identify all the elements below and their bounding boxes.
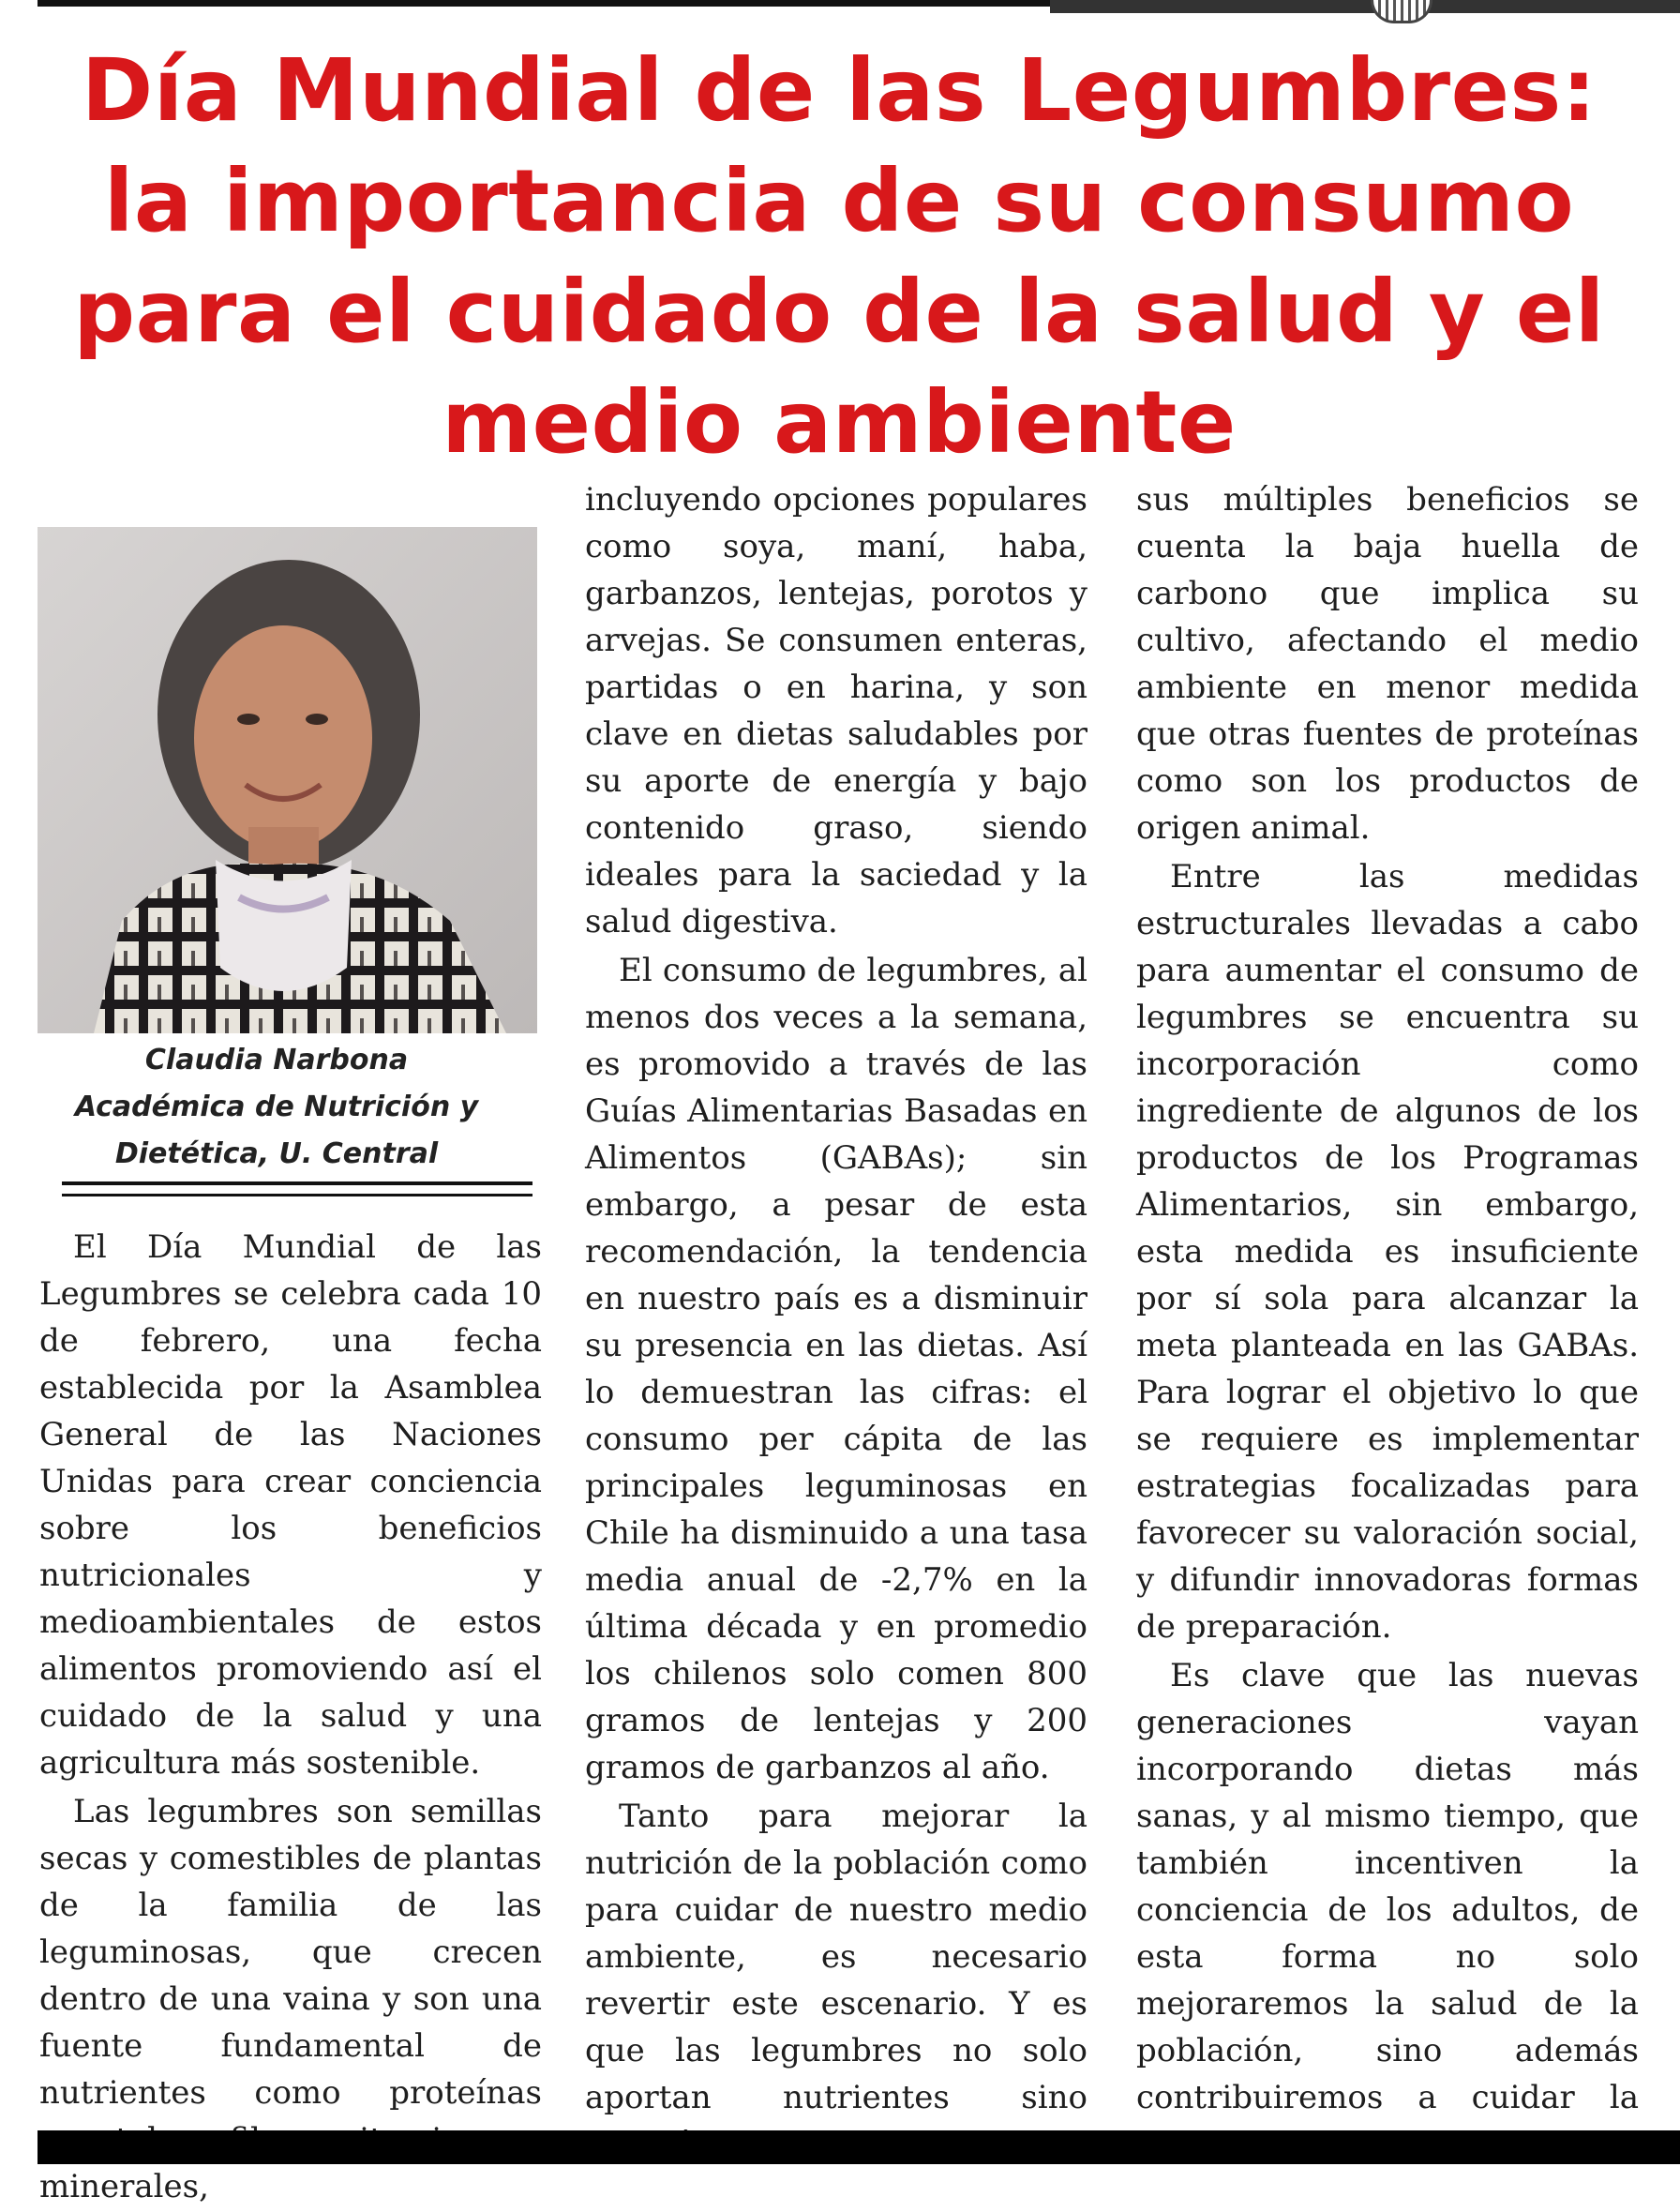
- paragraph: incluyendo opciones populares como soya, maní, haba, garbanzos, lentejas, porotos y arvejas. Se consumen enteras, partidas o en harina, y son clave en dietas saludables por su aporte de energía y bajo contenido graso, siendo ideales para la saciedad y la salud digestiva.: [585, 481, 1088, 940]
- bottom-bar: [38, 2130, 1680, 2164]
- paragraph: sus múltiples beneficios se cuenta la baja huella de carbono que implica su cultivo, afectando el medio ambiente en menor medida que otras fuentes de proteínas como son los productos de origen animal.: [1136, 481, 1639, 847]
- top-rule-bar: [1050, 0, 1680, 13]
- paragraph: El consumo de legumbres, al menos dos veces a la semana, es promovido a través de las Guías Alimentarias Basadas en Alimentos (GABAs); sin embargo, a pesar de esta recomendación, la tendencia en nuestro país es a disminuir su presencia en las dietas. Así lo demuestran las cifras: el consumo per cápita de las principales leguminosas en Chile ha disminuido a una tasa media anual de -2,7% en la última década y en promedio los chilenos solo comen 800 gramos de lentejas y 200 gramos de garbanzos al año.: [585, 952, 1088, 1786]
- article-headline: Día Mundial de las Legumbres: la importancia de su consumo para el cuidado de la salud y el medio ambiente: [73, 40, 1605, 473]
- top-rule: [38, 0, 1050, 7]
- author-photo: [38, 527, 537, 1033]
- article-column-2: [585, 476, 1088, 2170]
- author-title-line1: Académica de Nutrición y: [74, 1091, 479, 1123]
- author-name: Claudia Narbona: [144, 1044, 409, 1076]
- paragraph: Entre las medidas estructurales llevadas a cabo para aumentar el consumo de legumbres se encuentra su incorporación como ingrediente de algunos de los productos de los Programas Alimentarios, sin embargo, esta medida es insuficiente por sí sola para alcanzar la meta planteada en las GABAs. Para lograr el objetivo lo que se requiere es implementar estrategias focalizadas para favorecer su valoración social, y difundir innovadoras formas de preparación.: [1136, 858, 1639, 1646]
- paragraph: Es clave que las nuevas generaciones vayan incorporando dietas más sanas, y al mismo tiempo, que también incentiven la conciencia de los adultos, de esta forma no solo mejoraremos la salud de la población, sino además contribuiremos a cuidar la: [1136, 1657, 1639, 2116]
- author-title-line2: Dietética, U. Central: [114, 1137, 439, 1170]
- paragraph: El Día Mundial de las Legumbres se celebra cada 10 de febrero, una fecha establecida por la Asamblea General de las Naciones Unidas para crear conciencia sobre los beneficios nutricionales y medioambientales de estos alimentos promoviendo así el cuidado de la salud y una agricultura más sostenible.: [39, 1228, 542, 1782]
- article-column-3: [1136, 476, 1639, 2170]
- paragraph: Tanto para mejorar la nutrición de la población como para cuidar de nuestro medio ambiente, es necesario revertir este escenario. Y es que las legumbres no solo aportan nutrientes sino: [585, 1798, 1088, 2116]
- paragraph: Las legumbres son semillas secas y comestibles de plantas de la familia de las leguminosas, que crecen dentro de una vaina y son una fuente fundamental de nutrientes como proteínas minerales,: [39, 1793, 542, 2205]
- caption-divider: [62, 1181, 532, 1196]
- article-column-1: [39, 1224, 542, 2212]
- photo-caption: [38, 1037, 516, 1178]
- ornament-icon: [1371, 0, 1432, 23]
